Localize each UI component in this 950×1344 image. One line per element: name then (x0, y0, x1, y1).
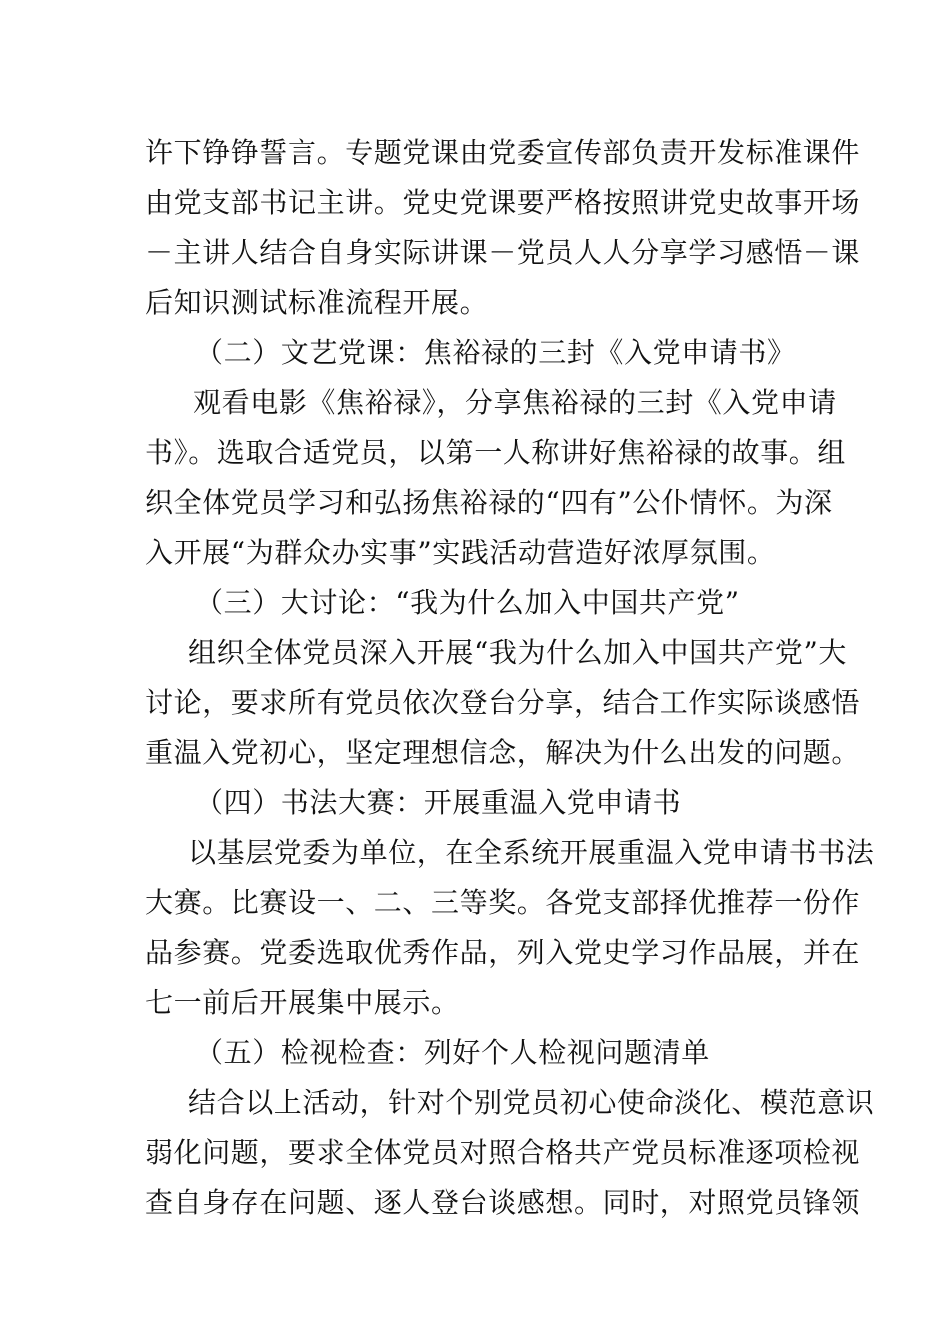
paragraph-line: 品参赛。党委选取优秀作品，列入党史学习作品展，并在 (145, 936, 861, 969)
paragraph-line: 重温入党初心，坚定理想信念，解决为什么出发的问题。 (145, 736, 861, 769)
paragraph-line: 大赛。比赛设一、二、三等奖。各党支部择优推荐一份作 (145, 886, 861, 919)
paragraph-line: 讨论，要求所有党员依次登台分享，结合工作实际谈感悟 (145, 686, 861, 719)
section-heading-3: （三）大讨论：“我为什么加入中国共产党” (195, 586, 740, 619)
paragraph-line: 入开展“为群众办实事”实践活动营造好浓厚氛围。 (145, 536, 776, 569)
paragraph-line: 许下铮铮誓言。专题党课由党委宣传部负责开发标准课件 (145, 136, 861, 169)
paragraph-line: －主讲人结合自身实际讲课－党员人人分享学习感悟－课 (145, 236, 861, 269)
paragraph-line: 观看电影《焦裕禄》，分享焦裕禄的三封《入党申请 (193, 386, 837, 419)
paragraph-line: 后知识测试标准流程开展。 (145, 286, 489, 319)
document-body (145, 128, 875, 1228)
paragraph-line: 以基层党委为单位，在全系统开展重温入党申请书书法 (188, 836, 875, 869)
section-heading-4: （四）书法大赛：开展重温入党申请书 (195, 786, 682, 819)
section-heading-5: （五）检视检查：列好个人检视问题清单 (195, 1036, 710, 1069)
paragraph-line: 织全体党员学习和弘扬焦裕禄的“四有”公仆情怀。为深 (145, 486, 833, 519)
paragraph-line: 组织全体党员深入开展“我为什么加入中国共产党”大 (188, 636, 848, 669)
paragraph-line: 弱化问题，要求全体党员对照合格共产党员标准逐项检视 (145, 1136, 861, 1169)
paragraph-line: 结合以上活动，针对个别党员初心使命淡化、模范意识 (188, 1086, 875, 1119)
paragraph-line: 七一前后开展集中展示。 (145, 986, 460, 1019)
paragraph-line: 由党支部书记主讲。党史党课要严格按照讲党史故事开场 (145, 186, 861, 219)
section-heading-2: （二）文艺党课：焦裕禄的三封《入党申请书》 (195, 336, 796, 369)
paragraph-line: 查自身存在问题、逐人登台谈感想。同时，对照党员锋领 (145, 1186, 861, 1219)
paragraph-line: 书》。选取合适党员，以第一人称讲好焦裕禄的故事。组 (145, 436, 847, 469)
